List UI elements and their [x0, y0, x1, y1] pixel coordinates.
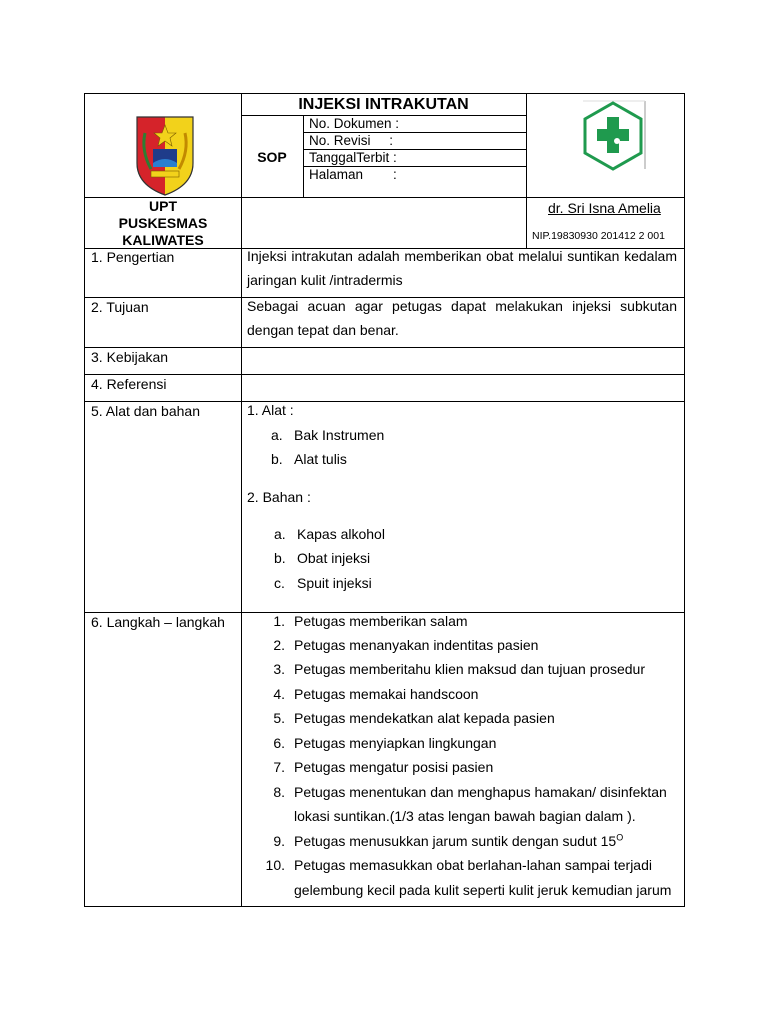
sop-document: [84, 93, 685, 907]
revision-label: No. Revisi :: [309, 133, 394, 148]
alat-item-text: Bak Instrumen: [294, 427, 385, 443]
step-text: Petugas mengatur posisi pasien: [294, 759, 494, 775]
org-line-puskesmas: PUSKESMAS: [118, 215, 208, 231]
step-number: 3.: [273, 661, 285, 677]
step-text: Petugas mendekatkan alat kepada pasien: [294, 710, 555, 726]
step-text: [294, 833, 623, 850]
step-text-body: Petugas menusukkan jarum suntik dengan sudut 15: [294, 833, 617, 849]
doc-number-label: No. Dokumen :: [309, 116, 400, 131]
bahan-item-text: Spuit injeksi: [297, 575, 372, 591]
section-label-langkah: 6. Langkah – langkah: [91, 614, 225, 630]
divider-h-tujuan: [85, 347, 685, 348]
step-number: 5.: [273, 710, 285, 726]
divider-h-kebijakan: [85, 374, 685, 375]
org-line-kaliwates: KALIWATES: [122, 232, 204, 248]
signer-nip: NIP.19830930 201412 2 001: [532, 230, 665, 242]
bahan-item-marker: a.: [274, 526, 286, 542]
divider-v-meta: [303, 115, 304, 197]
section-label-kebijakan: 3. Kebijakan: [91, 349, 169, 365]
section-label-tujuan: 2. Tujuan: [91, 299, 149, 315]
section-label-referensi: 4. Referensi: [91, 376, 167, 392]
bahan-item-marker: b.: [274, 550, 286, 566]
divider-v-right: [526, 94, 527, 248]
step-text: Petugas menyiapkan lingkungan: [294, 735, 497, 751]
bahan-heading: 2. Bahan :: [247, 489, 311, 505]
bahan-item-text: Obat injeksi: [297, 550, 371, 566]
pengertian-line-1: Injeksi intrakutan adalah memberikan obat melalui suntikan kedalam: [247, 248, 677, 264]
degree-superscript: O: [616, 832, 624, 843]
section-label-alat-bahan: 5. Alat dan bahan: [91, 403, 200, 419]
alat-item-text: Alat tulis: [294, 451, 347, 467]
step-text: Petugas menentukan dan menghapus hamakan/ disinfektan: [294, 784, 667, 800]
section-label-pengertian: 1. Pengertian: [91, 249, 175, 265]
document-title: INJEKSI INTRAKUTAN: [298, 96, 469, 113]
step-text: Petugas memakai handscoon: [294, 686, 479, 702]
step-number: 6.: [273, 735, 285, 751]
step-number: 2.: [273, 637, 285, 653]
regional-emblem-icon: [133, 111, 197, 197]
page-label: Halaman :: [309, 167, 397, 182]
step-text: Petugas menanyakan indentitas pasien: [294, 637, 539, 653]
alat-item-marker: a.: [271, 427, 283, 443]
tujuan-line-1: Sebagai acuan agar petugas dapat melakukan injeksi subkutan: [247, 298, 677, 314]
alat-heading: 1. Alat :: [247, 402, 294, 418]
issued-date-label: TanggalTerbit :: [309, 150, 397, 165]
step-text: Petugas memasukkan obat berlahan-lahan sampai terjadi: [294, 857, 652, 873]
pengertian-line-2: jaringan kulit /intradermis: [247, 272, 403, 288]
divider-h-referensi: [85, 401, 685, 402]
step-number: 9.: [273, 833, 285, 849]
sop-label: SOP: [257, 149, 287, 165]
step-text: Petugas memberikan salam: [294, 613, 468, 629]
step-number: 1.: [273, 613, 285, 629]
puskesmas-logo-icon: [577, 99, 649, 179]
step-number: 7.: [273, 759, 285, 775]
step-text-continued: lokasi suntikan.(1/3 atas lengan bawah bagian dalam ).: [294, 808, 636, 824]
step-text: Petugas memberitahu klien maksud dan tujuan prosedur: [294, 661, 645, 677]
step-number: 4.: [273, 686, 285, 702]
tujuan-line-2: dengan tepat dan benar.: [247, 322, 399, 338]
alat-item-marker: b.: [271, 451, 283, 467]
org-line-upt: UPT: [149, 198, 177, 214]
bahan-item-marker: c.: [274, 575, 285, 591]
divider-v-label: [241, 94, 242, 907]
bahan-item-text: Kapas alkohol: [297, 526, 385, 542]
step-text-continued: gelembung kecil pada kulit seperti kulit jeruk kemudian jarum: [294, 882, 672, 898]
signer-name: dr. Sri Isna Amelia: [548, 200, 661, 216]
step-number: 10.: [265, 857, 285, 873]
step-number: 8.: [273, 784, 285, 800]
